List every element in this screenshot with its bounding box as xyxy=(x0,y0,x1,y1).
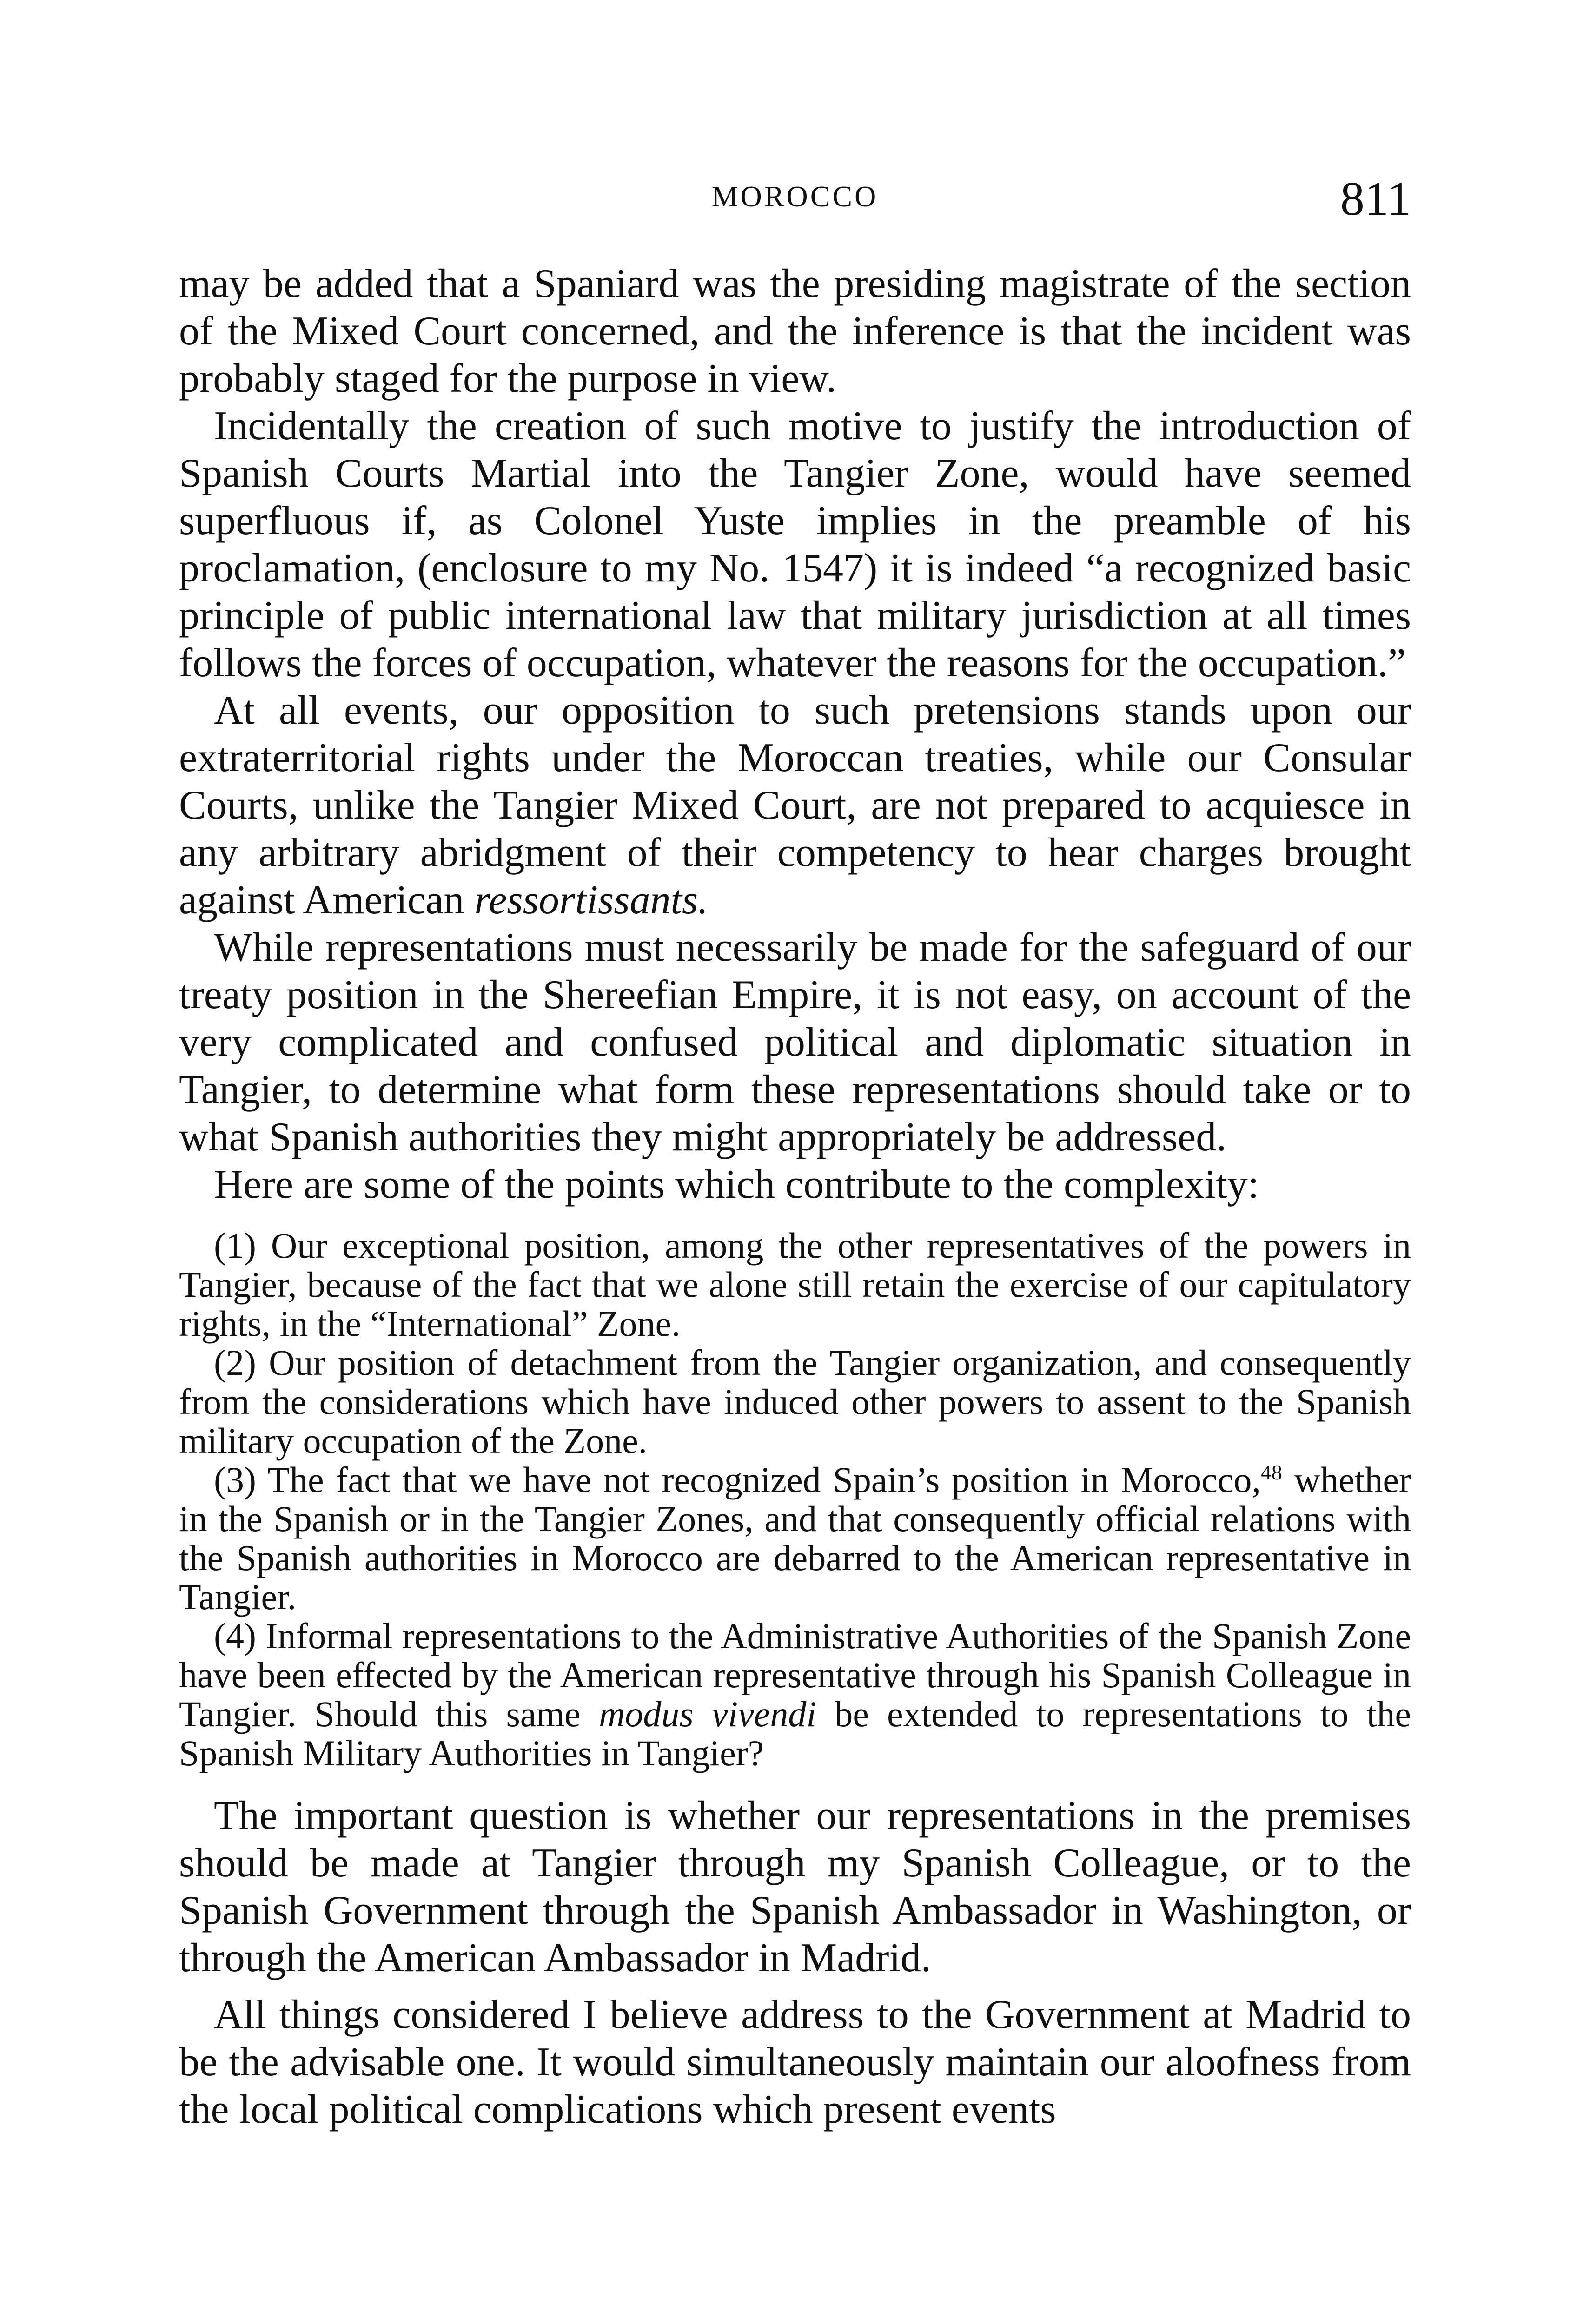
paragraph-continued: may be added that a Spaniard was the presiding magistrate of the section of the Mixed Court concerned, and the inference is that the incident was probably staged for the purpose in view. xyxy=(179,261,1411,401)
points-list xyxy=(179,1226,1411,1773)
point-text: (3) The fact that we have not recognized Spain’s position in Morocco, xyxy=(214,1459,1261,1500)
page-number: 811 xyxy=(1340,172,1411,225)
running-title: MOROCCO xyxy=(711,180,879,213)
paragraph-courts-martial: Incidentally the creation of such motive to justify the introduction of Spanish Courts Martial into the Tangier Zone, would have seemed superfluous if, as Colonel Yuste implies in the preamble of his proclamation, (enclosure to my No. 1547) it is indeed “a recognized basic principle of public international law that military jurisdiction at all times follows the forces of occupation, whatever the reasons for the occupation.” xyxy=(179,403,1411,686)
point-1: (1) Our exceptional position, among the other representatives of the powers in Tangier, because of the fact that we alone still retain the exercise of our capitulatory rights, in the “International” Zone. xyxy=(179,1225,1411,1344)
paragraph-extraterritorial-rights xyxy=(179,687,1411,924)
point-2: (2) Our position of detachment from the Tangier organization, and consequently from the considerations which have induced other powers to assent to the Spanish military occupation of the Zone. xyxy=(179,1342,1411,1461)
point-4 xyxy=(179,1617,1411,1773)
paragraph-complexity-intro: Here are some of the points which contribute to the complexity: xyxy=(214,1162,1259,1207)
point-3 xyxy=(179,1460,1411,1617)
paragraph-text: At all events, our opposition to such pretensions stands upon our extraterritorial rights under the Moroccan treaties, while our Consular Courts, unlike the Tangier Mixed Court, are not prepared to acquiesce in any arbitrary abridgment of their competency to hear charges brought against American xyxy=(179,688,1411,923)
point-text: (4) Informal representations to the Administrative Authorities of the Spanish Zone have been effected by the American representative through his Spanish Colleague in Tangier. Should this same xyxy=(179,1616,1411,1734)
closing-section xyxy=(179,1792,1411,2133)
paragraph-representations: While representations must necessarily be made for the safeguard of our treaty position in the Shereefian Empire, it is not easy, on account of the very complicated and confused political and diplomatic situation in Tangier, to determine what form these representations should take or to what Spanish authorities they might appropriately be addressed. xyxy=(179,925,1411,1160)
paragraph-conclusion: All things considered I believe address to the Government at Madrid to be the advisable one. It would simultaneously maintain our aloofness from the local political complications which present events xyxy=(179,1992,1411,2132)
running-head xyxy=(179,171,1411,227)
paragraph-important-question: The important question is whether our representations in the premises should be made at Tangier through my Spanish Colleague, or to the Spanish Government through the Spanish Ambassador in Washington, or through the American Ambassador in Madrid. xyxy=(179,1793,1411,1981)
point-text: whether in the Spanish or in the Tangier Zones, and that consequently official relations with the Spanish authorities in Morocco are debarred to the American representative in Tangier. xyxy=(179,1459,1411,1617)
italic-term: ressortissants. xyxy=(474,878,709,923)
point-text: be extended to representations to the Spanish Military Authorities in Tangier? xyxy=(179,1694,1411,1773)
body-text xyxy=(179,260,1411,2133)
footnote-reference: 48 xyxy=(1260,1460,1282,1484)
italic-term: modus vivendi xyxy=(598,1694,817,1734)
